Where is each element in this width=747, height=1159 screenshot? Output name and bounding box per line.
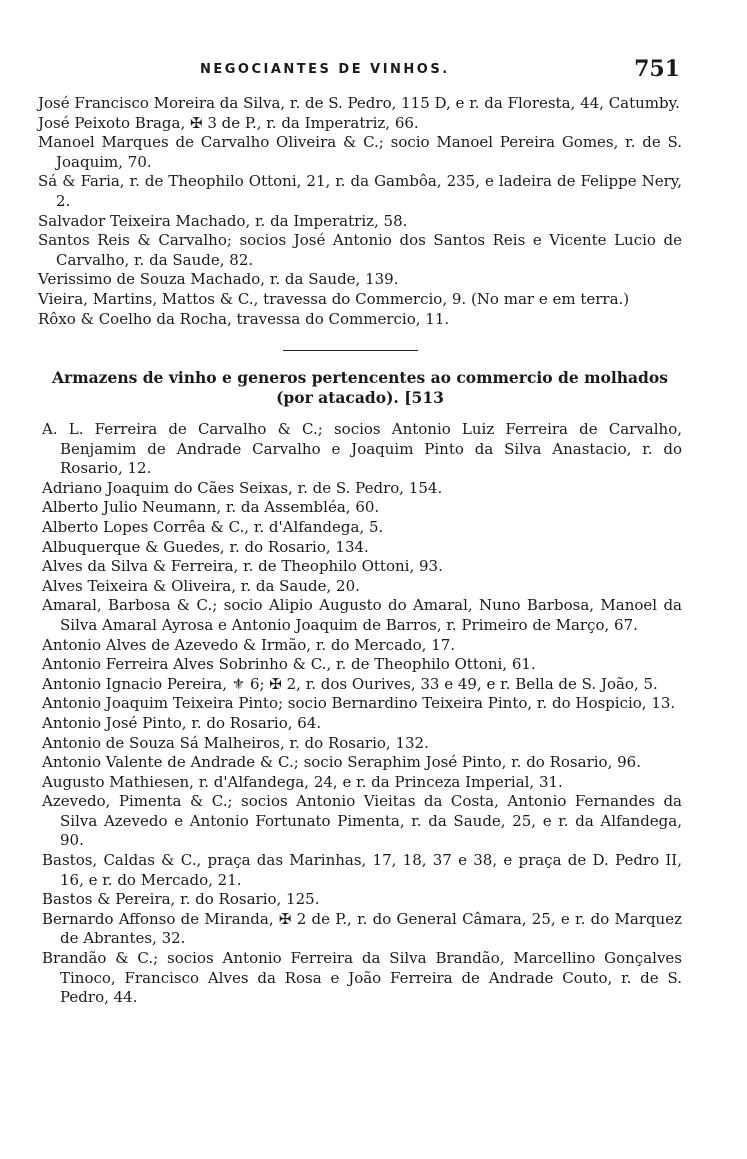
list-item: Bernardo Affonso de Miranda, ✠ 2 de P., r. do General Câmara, 25, e r. do Marquez de Abrantes, 32. [42,909,682,948]
list-item: Alves Teixeira & Oliveira, r. da Saude, 20. [42,576,360,595]
page-header [40,58,680,86]
list-item: José Francisco Moreira da Silva, r. de S. Pedro, 115 D, e r. da Floresta, 44, Catumby. [38,94,680,112]
list-item: Albuquerque & Guedes, r. do Rosario, 134. [42,537,369,556]
list-item: Antonio Ferreira Alves Sobrinho & C., r. de Theophilo Ottoni, 61. [42,655,536,674]
list-item: Antonio Valente de Andrade & C.; socio Seraphim José Pinto, r. do Rosario, 96. [42,753,641,772]
list-item: Bastos, Caldas & C., praça das Marinhas, 17, 18, 37 e 38, e praça de D. Pedro II, 16, e r. do Mercado, 21. [42,851,682,889]
list-item: Rôxo & Coelho da Rocha, travessa do Commercio, 11. [38,309,450,328]
list-item: Alves da Silva & Ferreira, r. de Theophilo Ottoni, 93. [42,557,443,576]
list-item: Alberto Lopes Corrêa & C., r. d'Alfandega, 5. [42,517,384,536]
list-item: Alberto Julio Neumann, r. da Assembléa, 60. [42,498,380,517]
page-number: 751 [634,56,680,82]
list-item: Augusto Mathiesen, r. d'Alfandega, 24, e r. da Princeza Imperial, 31. [42,772,563,791]
list-item: Antonio de Souza Sá Malheiros, r. do Rosario, 132. [42,733,429,752]
list-item: Antonio Alves de Azevedo & Irmão, r. do Mercado, 17. [42,635,456,654]
list-item: Sá & Faria, r. de Theophilo Ottoni, 21, r. da Gambôa, 235, e ladeira de Felippe Nery, 2. [38,172,682,210]
list-item: Amaral, Barbosa & C.; socio Alipio Augusto do Amaral, Nuno Barbosa, Manoel da Silva Amaral Ayrosa e Antonio Joaquim de Barros, r. Primeiro de Março, 67. [42,596,682,634]
list-item: José Peixoto Braga, ✠ 3 de P., r. da Imperatriz, 66. [38,113,419,132]
list-item: A. L. Ferreira de Carvalho & C.; socios Antonio Luiz Ferreira de Carvalho, Benjamim de Andrade Carvalho e Joaquim Pinto da Silva Anastacio, r. do Rosario, 12. [42,420,682,478]
section-heading-line: (por atacado). [513 [276,388,444,407]
list-item: Brandão & C.; socios Antonio Ferreira da Silva Brandão, Marcellino Gonçalves Tinoco, Francisco Alves da Rosa e João Ferreira de Andrade Couto, r. de S. Pedro, 44. [42,949,682,1007]
list-item: Adriano Joaquim do Cães Seixas, r. de S. Pedro, 154. [42,478,443,497]
wine-merchants-list [38,94,682,329]
list-item: Salvador Teixeira Machado, r. da Imperatriz, 58. [38,211,408,230]
list-item: Bastos & Pereira, r. do Rosario, 125. [42,890,320,909]
list-item: Antonio Ignacio Pereira, ⚜ 6; ✠ 2, r. dos Ourives, 33 e 49, e r. Bella de S. João, 5. [42,674,658,693]
list-item: Antonio Joaquim Teixeira Pinto; socio Bernardino Teixeira Pinto, r. do Hospicio, 13. [42,694,676,713]
list-item: Vieira, Martins, Mattos & C., travessa do Commercio, 9. (No mar e em terra.) [38,289,630,308]
list-item: Antonio José Pinto, r. do Rosario, 64. [42,713,322,732]
running-title: NEGOCIANTES DE VINHOS. [200,62,450,77]
list-item: Verissimo de Souza Machado, r. da Saude, 139. [38,270,399,289]
section-heading-line: Armazens de vinho e generos pertencentes ao commercio de molhados [52,368,668,387]
list-item: Azevedo, Pimenta & C.; socios Antonio Vieitas da Costa, Antonio Fernandes da Silva Azevedo e Antonio Fortunato Pimenta, r. da Saude, 25, e r. da Alfandega, 90. [42,792,682,850]
wine-warehouses-list [42,420,682,1008]
list-item: Santos Reis & Carvalho; socios José Antonio dos Santos Reis e Vicente Lucio de Carvalho, r. da Saude, 82. [38,231,682,269]
list-item: Manoel Marques de Carvalho Oliveira & C.; socio Manoel Pereira Gomes, r. de S. Joaquim, 70. [38,133,682,171]
section-divider [283,350,418,351]
section-heading [40,368,680,408]
